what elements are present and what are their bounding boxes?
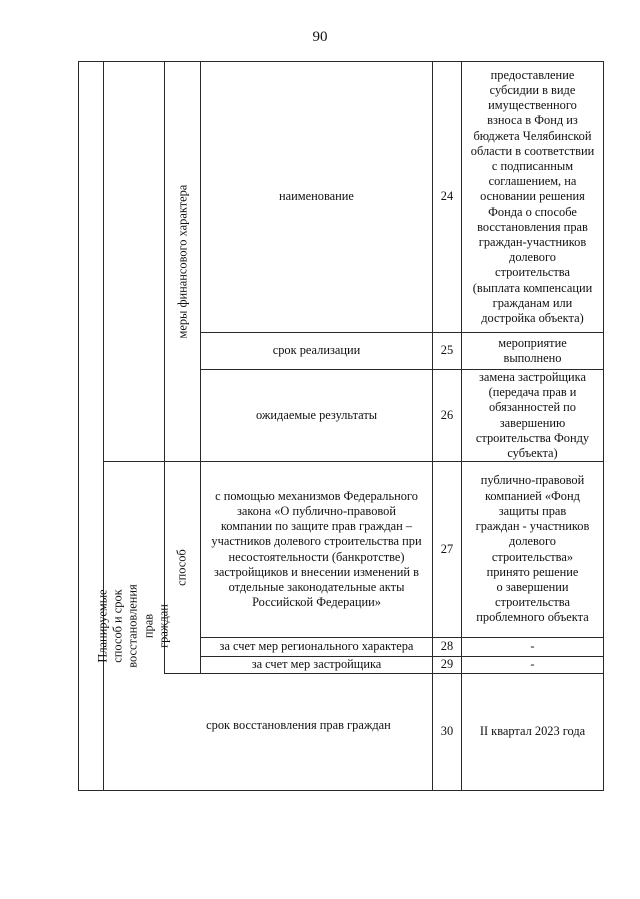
group-financial-measures — [165, 62, 200, 461]
row-number: 30 — [440, 724, 454, 739]
row-label: ожидаемые результаты — [255, 407, 378, 422]
group-planned-method — [95, 462, 171, 790]
row-number: 25 — [440, 343, 454, 358]
page-number: 90 — [312, 29, 328, 45]
table-right-border — [603, 61, 604, 791]
row-value: публично-правовой компанией «Фонд защиты прав граждан - участников долевого строительства» принято решение о завершении строительства проблемного объекта — [475, 473, 590, 625]
row-number: 29 — [440, 657, 454, 672]
row-value: предоставление субсидии в виде имущественного взноса в Фонд из бюджета Челябинской области в соответствии с подписанным соглашением, на основании решения Фонда о способе восстановления прав граждан-участников долевого строительства (выплата компенсации гражданам или достройка объекта) — [470, 67, 595, 326]
group-financial-measures-label: меры финансового характера — [174, 184, 189, 339]
row-label: с помощью механизмов Федерального закона «О публично-правовой компании по защите прав граждан – участников долевого строительства при несостоятельности (банкротстве) застройщиков и внесении изменений в отдельные законодательные акты Российской Федерации» — [211, 488, 422, 610]
group-planned-method-label: Планируемые способ и срок восстановления прав граждан — [95, 584, 171, 668]
row-number: 24 — [440, 189, 454, 204]
row-label: срок реализации — [272, 343, 361, 358]
group-method-label: способ — [174, 549, 189, 586]
row-label: срок восстановления прав граждан — [206, 717, 391, 732]
row-value: замена застройщика (передача прав и обязанностей по завершению строительства Фонду субъекта) — [475, 369, 590, 460]
row-number: 27 — [440, 541, 454, 556]
group-method — [165, 462, 200, 673]
row-label: за счет мер застройщика — [251, 657, 382, 672]
row-number: 26 — [440, 407, 454, 422]
table-left-border — [78, 61, 79, 791]
row-value: - — [530, 639, 535, 654]
row-number: 28 — [440, 639, 454, 654]
table-bottom-border — [78, 790, 603, 791]
row-label: за счет мер регионального характера — [219, 639, 414, 654]
row-value: мероприятие выполнено — [498, 335, 567, 365]
row-value: II квартал 2023 года — [479, 724, 586, 739]
row-label: наименование — [279, 189, 354, 204]
row-value: - — [530, 657, 535, 672]
